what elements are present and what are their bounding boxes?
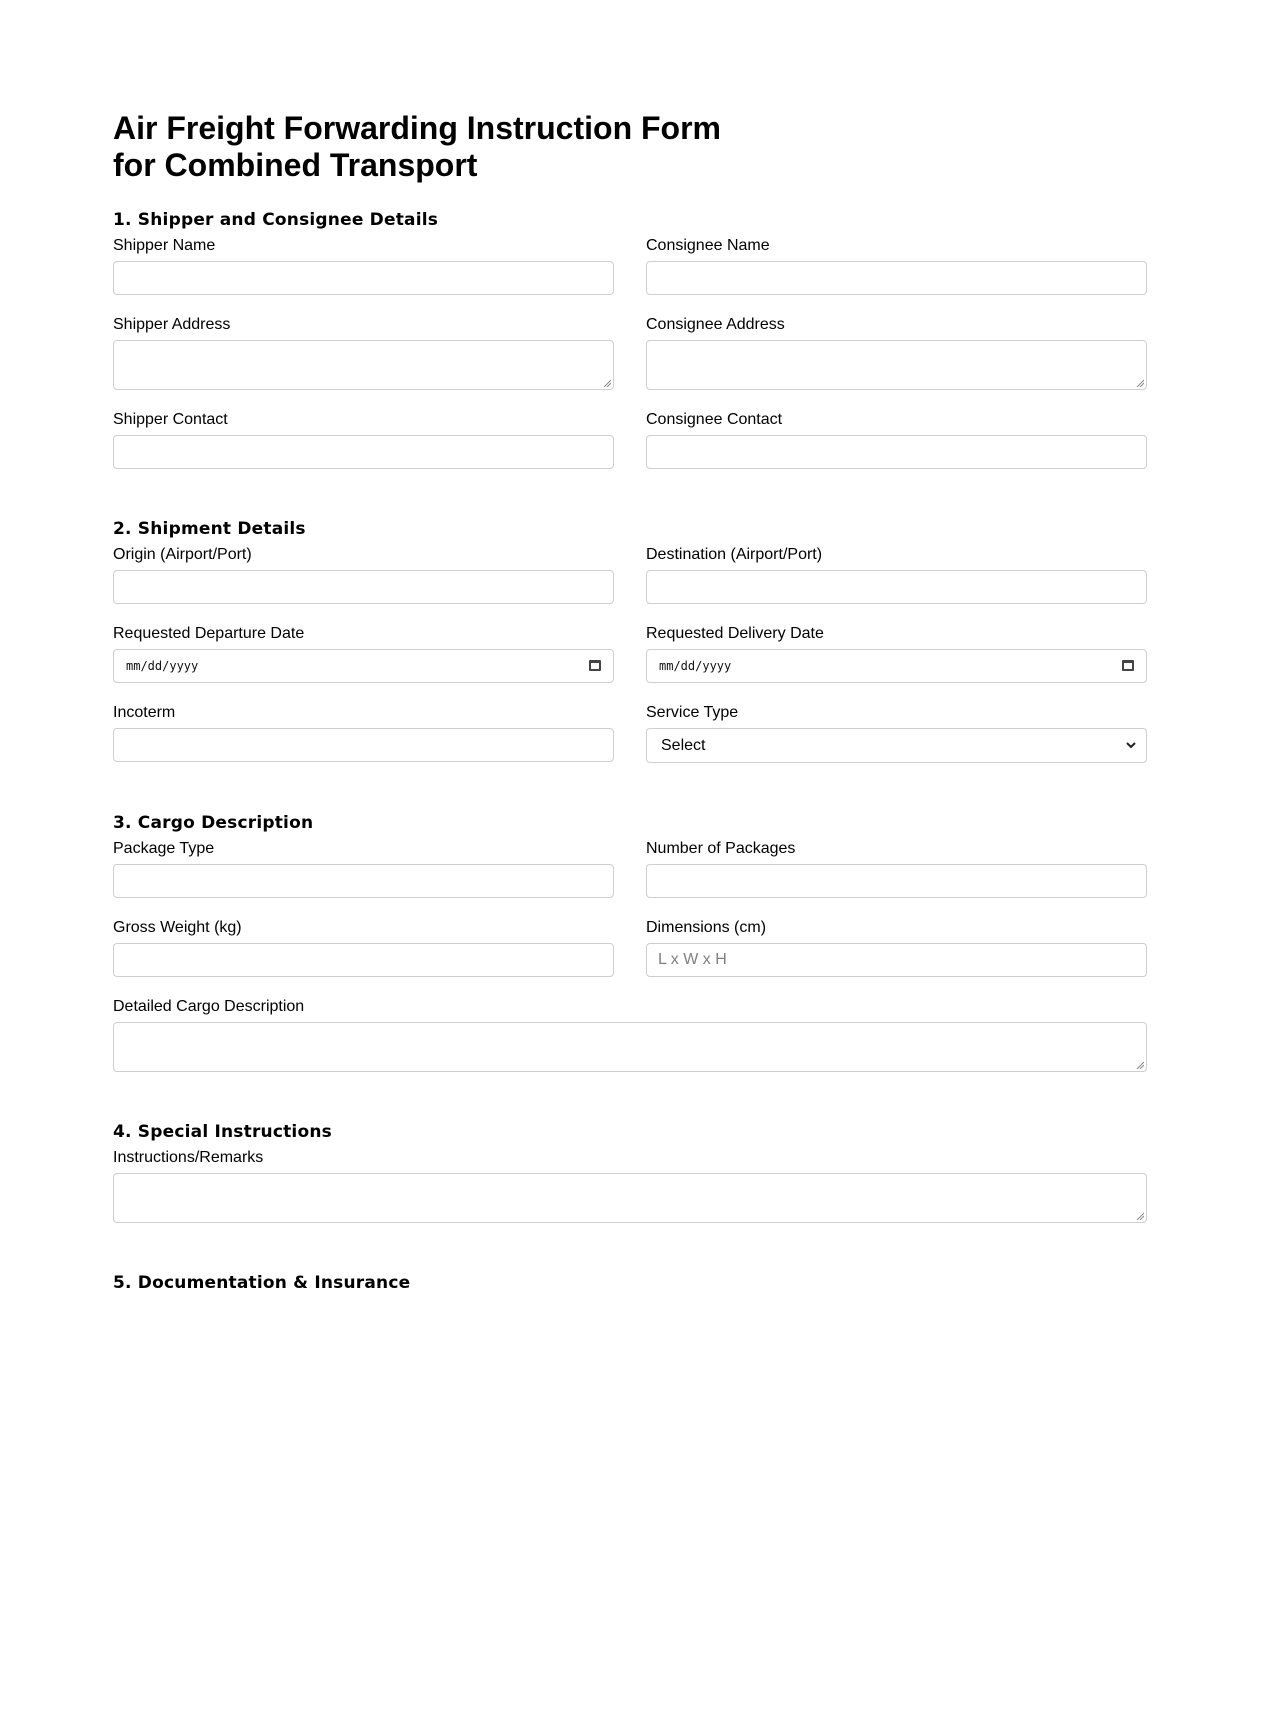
shipper-name-input[interactable] xyxy=(113,261,614,295)
consignee-contact-input[interactable] xyxy=(646,435,1147,469)
service-type-select[interactable] xyxy=(646,728,1147,763)
field-detailed-cargo-description xyxy=(113,997,1147,1072)
field-label: Requested Departure Date xyxy=(113,625,305,642)
departure-date-input[interactable] xyxy=(113,649,614,683)
field-service-type xyxy=(646,703,1147,763)
page-title: Air Freight Forwarding Instruction Form for Combined Transport xyxy=(113,110,721,183)
chevron-down-icon xyxy=(1126,741,1136,749)
field-label: Origin (Airport/Port) xyxy=(113,546,252,563)
resize-handle-icon[interactable] xyxy=(603,379,611,387)
delivery-date-input[interactable] xyxy=(646,649,1147,683)
field-label: Service Type xyxy=(646,704,739,721)
field-dimensions xyxy=(646,918,1147,977)
calendar-icon[interactable] xyxy=(589,660,601,671)
field-label: Consignee Contact xyxy=(646,411,783,428)
field-departure-date xyxy=(113,624,614,683)
section-special-instructions xyxy=(113,1122,1148,1243)
resize-handle-icon[interactable] xyxy=(1136,1212,1144,1220)
dimensions-placeholder: L x W x H xyxy=(658,951,727,968)
field-destination xyxy=(646,545,1147,604)
field-gross-weight xyxy=(113,918,614,977)
section-heading: 3. Cargo Description xyxy=(113,813,314,833)
field-shipper-contact xyxy=(113,410,614,469)
field-package-type xyxy=(113,839,614,898)
field-label: Instructions/Remarks xyxy=(113,1149,264,1166)
selected-option: Select xyxy=(661,736,706,754)
detailed-cargo-description-textarea[interactable] xyxy=(113,1022,1147,1072)
field-consignee-name xyxy=(646,236,1147,295)
shipper-contact-input[interactable] xyxy=(113,435,614,469)
field-label: Shipper Name xyxy=(113,237,216,254)
field-instructions-remarks xyxy=(113,1148,1147,1223)
section-documentation-insurance xyxy=(113,1273,1148,1293)
field-label: Gross Weight (kg) xyxy=(113,919,242,936)
resize-handle-icon[interactable] xyxy=(1136,379,1144,387)
calendar-icon[interactable] xyxy=(1122,660,1134,671)
section-heading: 4. Special Instructions xyxy=(113,1122,332,1142)
field-label: Incoterm xyxy=(113,704,176,721)
package-type-input[interactable] xyxy=(113,864,614,898)
destination-input[interactable] xyxy=(646,570,1147,604)
section-cargo-description xyxy=(113,813,1148,1092)
date-format-text: mm/dd/yyyy xyxy=(659,659,732,673)
section-heading: 1. Shipper and Consignee Details xyxy=(113,210,439,230)
consignee-address-textarea[interactable] xyxy=(646,340,1147,390)
shipper-address-textarea[interactable] xyxy=(113,340,614,390)
gross-weight-input[interactable] xyxy=(113,943,614,977)
field-origin xyxy=(113,545,614,604)
field-label: Detailed Cargo Description xyxy=(113,998,305,1015)
field-delivery-date xyxy=(646,624,1147,683)
field-label: Shipper Address xyxy=(113,316,231,333)
field-incoterm xyxy=(113,703,614,763)
field-label: Consignee Address xyxy=(646,316,785,333)
section-shipment-details xyxy=(113,519,1148,783)
field-label: Dimensions (cm) xyxy=(646,919,767,936)
field-shipper-name xyxy=(113,236,614,295)
field-label: Shipper Contact xyxy=(113,411,228,428)
field-consignee-contact xyxy=(646,410,1147,469)
field-label: Destination (Airport/Port) xyxy=(646,546,823,563)
incoterm-input[interactable] xyxy=(113,728,614,762)
field-consignee-address xyxy=(646,315,1147,390)
date-format-text: mm/dd/yyyy xyxy=(126,659,199,673)
section-shipper-consignee xyxy=(113,210,1148,489)
dimensions-input[interactable] xyxy=(646,943,1147,977)
number-of-packages-input[interactable] xyxy=(646,864,1147,898)
field-label: Package Type xyxy=(113,840,215,857)
field-number-of-packages xyxy=(646,839,1147,898)
resize-handle-icon[interactable] xyxy=(1136,1061,1144,1069)
origin-input[interactable] xyxy=(113,570,614,604)
field-label: Requested Delivery Date xyxy=(646,625,824,642)
section-heading: 2. Shipment Details xyxy=(113,519,306,539)
field-label: Number of Packages xyxy=(646,840,796,857)
instructions-remarks-textarea[interactable] xyxy=(113,1173,1147,1223)
consignee-name-input[interactable] xyxy=(646,261,1147,295)
section-heading: 5. Documentation & Insurance xyxy=(113,1273,411,1293)
field-label: Consignee Name xyxy=(646,237,770,254)
field-shipper-address xyxy=(113,315,614,390)
